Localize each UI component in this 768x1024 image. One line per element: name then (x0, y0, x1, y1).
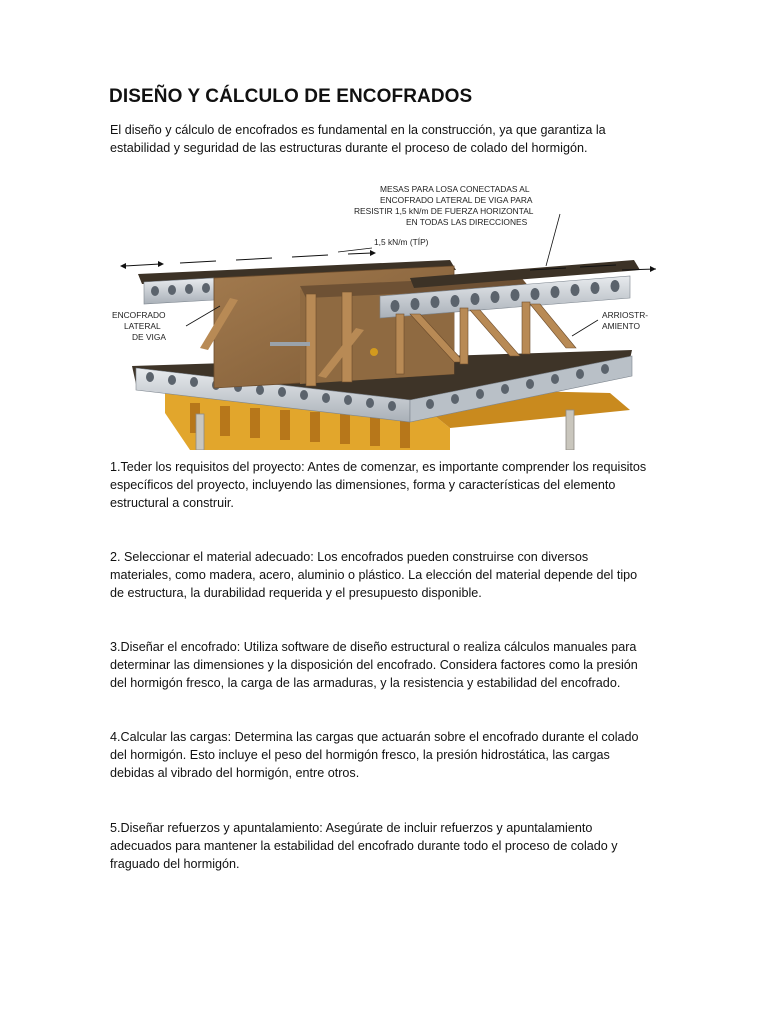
label-encofrado-line-1: ENCOFRADO (112, 310, 166, 320)
step-4-paragraph: 4.Calcular las cargas: Determina las cargas que actuarán sobre el encofrado durante el colado del hormigón. Esto incluye el peso del hormigón fresco, la presión hidrostática, las cargas debidas al vibrado del hormigón, entre otros. (110, 730, 639, 780)
label-arriostramiento-line-2: AMIENTO (602, 321, 641, 331)
step-1-paragraph: 1.Teder los requisitos del proyecto: Antes de comenzar, es importante comprender los requisitos específicos del proyecto, incluyendo las dimensiones, forma y características del elemento estructural a construir. (110, 460, 647, 510)
label-encofrado-line-2: LATERAL (124, 321, 161, 331)
label-encofrado-line-3: DE VIGA (132, 332, 166, 342)
step-5-paragraph: 5.Diseñar refuerzos y apuntalamiento: Asegúrate de incluir refuerzos y apuntalamiento adecuados para mantener la estabilidad del encofrado durante todo el proceso de colado y fraguado del hormigón. (110, 821, 618, 871)
label-arriostramiento-line-1: ARRIOSTR- (602, 310, 649, 320)
step-3-paragraph: 3.Diseñar el encofrado: Utiliza software de diseño estructural o realiza cálculos manuales para determinar las dimensiones y la disposición del encofrado. Considera factores como la presión del hormigón fresco, la carga de las armaduras, y la resistencia y estabilidad del encofrado. (110, 640, 638, 690)
label-load: 1,5 kN/m (TÍP) (374, 237, 429, 247)
label-mesas-line-4: EN TODAS LAS DIRECCIONES (406, 217, 528, 227)
intro-paragraph: El diseño y cálculo de encofrados es fundamental en la construcción, ya que garantiza la estabilidad y seguridad de las estructuras durante el proceso de colado del hormigón. (110, 123, 606, 155)
step-2-paragraph: 2. Seleccionar el material adecuado: Los encofrados pueden construirse con diversos materiales, como madera, acero, aluminio o plástico. La elección del material depende del tipo de estructura, la durabilidad requerida y el presupuesto disponible. (110, 550, 638, 600)
formwork-diagram (110, 178, 658, 450)
page-title: DISEÑO Y CÁLCULO DE ENCOFRADOS (109, 86, 473, 107)
label-mesas-line-2: ENCOFRADO LATERAL DE VIGA PARA (380, 195, 533, 205)
label-mesas-line-1: MESAS PARA LOSA CONECTADAS AL (380, 184, 530, 194)
formwork-illustration (110, 178, 658, 450)
label-mesas-line-3: RESISTIR 1,5 kN/m DE FUERZA HORIZONTAL (354, 206, 534, 216)
